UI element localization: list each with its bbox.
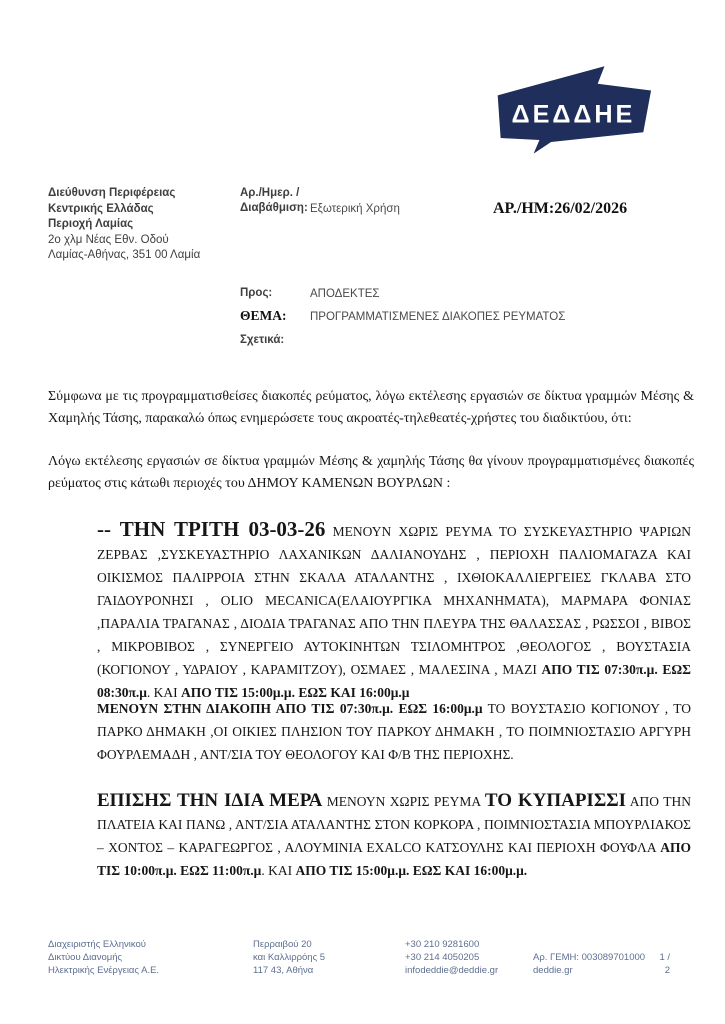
municipality-paragraph: Λόγω εκτέλεσης εργασιών σε δίκτυα γραμμών Μέσης & χαμηλής Τάσης θα γίνουν προγραμματισμένες διακοπές ρεύματος στις κάτωθι περιοχές του ΔΗΜΟΥ ΚΑΜΕΝΩΝ ΒΟΥΡΛΩΝ : <box>48 454 694 491</box>
sameday-connector: . ΚΑΙ <box>261 863 296 878</box>
footer-line: Διαχειριστής Ελληνικού <box>48 939 147 950</box>
footer-phone-1: +30 210 9281600 <box>405 939 480 950</box>
footer-email: infodeddie@deddie.gr <box>405 965 499 976</box>
outage-paragraph-allday <box>97 697 691 766</box>
allday-time-heading: ΜΕΝΟΥΝ ΣΤΗΝ ΔΙΑΚΟΠΗ ΑΠΟ ΤΙΣ 07:30π.μ. ΕΩΣ 16:00μ.μ <box>97 701 483 716</box>
outage-areas-text: ΜΕΝΟΥΝ ΧΩΡΙΣ ΡΕΥΜΑ ΤΟ ΣΥΣΚΕΥΑΣΤΗΡΙΟ ΨΑΡΙΩΝ ΖΕΡΒΑΣ ,ΣΥΣΚΕΥΑΣΤΗΡΙΟ ΛΑΧΑΝΙΚΩΝ ΔΑΛΙΑΝΟΥΔΗΣ , ΠΕΡΙΟΧΗ ΠΑΛΙΟΜΑΓΑΖΑ ΚΑΙ ΟΙΚΙΣΜΟΣ ΠΑΛΙΡΡΟΙΑ ΣΤΗΝ ΣΚΑΛΑ ΑΤΑΛΑΝΤΗΣ , ΙΧΘΙΟΚΑΛΛΙΕΡΓΕΙΕΣ ΓΚΛΑΒΑ ΣΤΟ ΓΑΙΔΟΥΡΟΝΗΣΙ , OLIO MECANICA(ΕΛΑΙΟΥΡΓΙΚΑ ΜΗΧΑΝΗΜΑΤΑ), ΜΑΡΜΑΡΑ ΦΟΝΙΑΣ ,ΠΑΡΑΛΙΑ ΤΡΑΓΑΝΑΣ , ΔΙΟΔΙΑ ΤΡΑΓΑΝΑΣ ΑΠΟ ΤΗΝ ΠΛΕΥΡΑ ΤΗΣ ΘΑΛΑΣΣΑΣ , ΡΩΣΣΟΙ , ΒΙΒΟΣ , ΜΙΚΡΟΒΙΒΟΣ , ΣΥΝΕΡΓΕΙΟ ΑΥΤΟΚΙΝΗΤΩΝ ΤΣΙΛΟΜΗΤΡΟΣ ,ΘΕΟΛΟΓΟΣ , ΒΟΥΣΤΑΣΙΑ (ΚΟΓΙΟΝΟΥ , ΥΔΡΑΙΟΥ , ΚΑΡΑΜΙΤΖΟΥ), ΟΣΜΑΕΣ , ΜΑΛΕΣΙΝΑ , ΜΑΖΙ <box>97 524 691 677</box>
to-label: Προς: <box>240 287 273 299</box>
logo-text: ΔΕΔΔΗΕ <box>511 100 636 129</box>
outage-time-range-1: ΑΠΟ ΤΙΣ 07:30π.μ. ΕΩΣ 08:30π.μ <box>97 662 691 700</box>
subject-label: ΘΕΜΑ: <box>240 308 287 323</box>
footer-company-name <box>48 938 159 977</box>
sender-line: Κεντρικής Ελλάδας <box>48 202 154 215</box>
sender-address-block <box>48 186 243 264</box>
footer-line: και Καλλιρρόης 5 <box>253 952 326 963</box>
footer-website: deddie.gr <box>533 965 573 976</box>
sameday-area-heading: ΤΟ ΚΥΠΑΡΙΣΣΙ <box>484 790 627 811</box>
sender-line: Λαμίας-Αθήνας, 351 00 Λαμία <box>48 249 201 261</box>
sender-line: Διεύθυνση Περιφέρειας <box>48 187 176 199</box>
allday-areas-text: ΤΟ ΒΟΥΣΤΑΣΙΟ ΚΟΓΙΟΝΟΥ , ΤΟ ΠΑΡΚΟ ΔΗΜΑΚΗ ,ΟΙ ΟΙΚΙΕΣ ΠΛΗΣΙΟΝ ΤΟΥ ΠΑΡΚΟΥ ΔΗΜΑΚΗ , ΤΟ ΠΟΙΜΝΙΟΣΤΑΣΙΟ ΑΡΓΥΡΗ ΦΟΥΡΛΕΜΑΔΗ , ΑΝΤ/ΣΙΑ ΤΟΥ ΘΕΟΛΟΓΟΥ ΚΑΙ Φ/Β ΤΗΣ ΠΕΡΙΟΧΗΣ. <box>97 701 691 762</box>
outage-connector: . ΚΑΙ <box>146 685 182 700</box>
protocol-number: ΑΡ./ΗΜ:26/02/2026 <box>493 200 628 217</box>
page-number-line: 1 / <box>659 952 670 963</box>
footer-line: 117 43, Αθήνα <box>253 965 314 976</box>
footer-registry <box>533 938 645 977</box>
sameday-time-range-2: ΑΠΟ ΤΙΣ 15:00μ.μ. ΕΩΣ ΚΑΙ 16:00μ.μ. <box>295 863 528 878</box>
sameday-heading: ΕΠΙΣΗΣ ΤΗΝ ΙΔΙΑ ΜΕΡΑ <box>97 790 323 811</box>
classification-value: Εξωτερική Χρήση <box>310 203 400 215</box>
footer-address <box>253 938 325 977</box>
sender-line: 2ο χλμ Νέας Εθν. Οδού <box>48 233 169 246</box>
footer-contact <box>405 938 498 977</box>
outage-date-heading: -- ΤΗΝ ΤΡΙΤΗ 03-03-26 <box>97 517 326 541</box>
outage-time-range-2: ΑΠΟ ΤΙΣ 15:00μ.μ. ΕΩΣ ΚΑΙ 16:00μ.μ <box>181 685 410 700</box>
footer-gemi-number: Αρ. ΓΕΜΗ: 003089701000 <box>533 952 646 963</box>
sameday-text-1: ΜΕΝΟΥΝ ΧΩΡΙΣ ΡΕΥΜΑ <box>322 794 485 809</box>
footer-line: Περραιβού 20 <box>253 939 312 950</box>
deddie-logo <box>488 58 653 156</box>
related-label: Σχετικά: <box>240 334 285 346</box>
sender-line: Περιοχή Λαμίας <box>48 218 134 230</box>
footer-line: Δικτύου Διανομής <box>48 952 123 963</box>
outage-paragraph-tuesday <box>97 518 691 704</box>
to-value: ΑΠΟΔΕΚΤΕΣ <box>310 288 380 300</box>
footer-line: Ηλεκτρικής Ενέργειας Α.Ε. <box>48 965 160 976</box>
sameday-time-range-1: ΑΠΟ ΤΙΣ 10:00π.μ. ΕΩΣ 11:00π.μ <box>97 840 691 878</box>
page-number-line: 2 <box>664 965 670 976</box>
intro-paragraph: Σύμφωνα με τις προγραμματισθείσες διακοπές ρεύματος, λόγω εκτέλεσης εργασιών σε δίκτυα γραμμών Μέσης & Χαμηλής Τάσης, παρακαλώ όπως ενημερώσετε τους ακροατές-τηλεθεατές-χρήστες του διαδικτύου, ότι: <box>48 389 694 426</box>
outage-paragraph-sameday <box>97 789 691 882</box>
footer-phone-2: +30 214 4050205 <box>405 952 480 963</box>
ref-date-classification-label: Αρ./Ημερ. / Διαβάθμιση: <box>240 187 308 214</box>
subject-value: ΠΡΟΓΡΑΜΜΑΤΙΣΜΕΝΕΣ ΔΙΑΚΟΠΕΣ ΡΕΥΜΑΤΟΣ <box>310 311 566 323</box>
sameday-areas-text: ΑΠΟ ΤΗΝ ΠΛΑΤΕΙΑ ΚΑΙ ΠΑΝΩ , ΑΝΤ/ΣΙΑ ΑΤΑΛΑΝΤΗΣ ΣΤΟΝ ΚΟΡΚΟΡΑ , ΠΟΙΜΝΙΟΣΤΑΣΙΑ ΜΠΟΥΡΛΙΑΚΟΣ – ΧΟΝΤΟΣ – ΚΑΡΑΓΕΩΡΓΟΣ , ΑΛΟΥΜΙΝΙΑ EXALCO ΚΑΤΣΟΥΛΗΣ ΚΑΙ ΠΕΡΙΟΧΗ ΦΟΥΦΛΑ <box>97 794 691 855</box>
page-number <box>650 938 670 977</box>
